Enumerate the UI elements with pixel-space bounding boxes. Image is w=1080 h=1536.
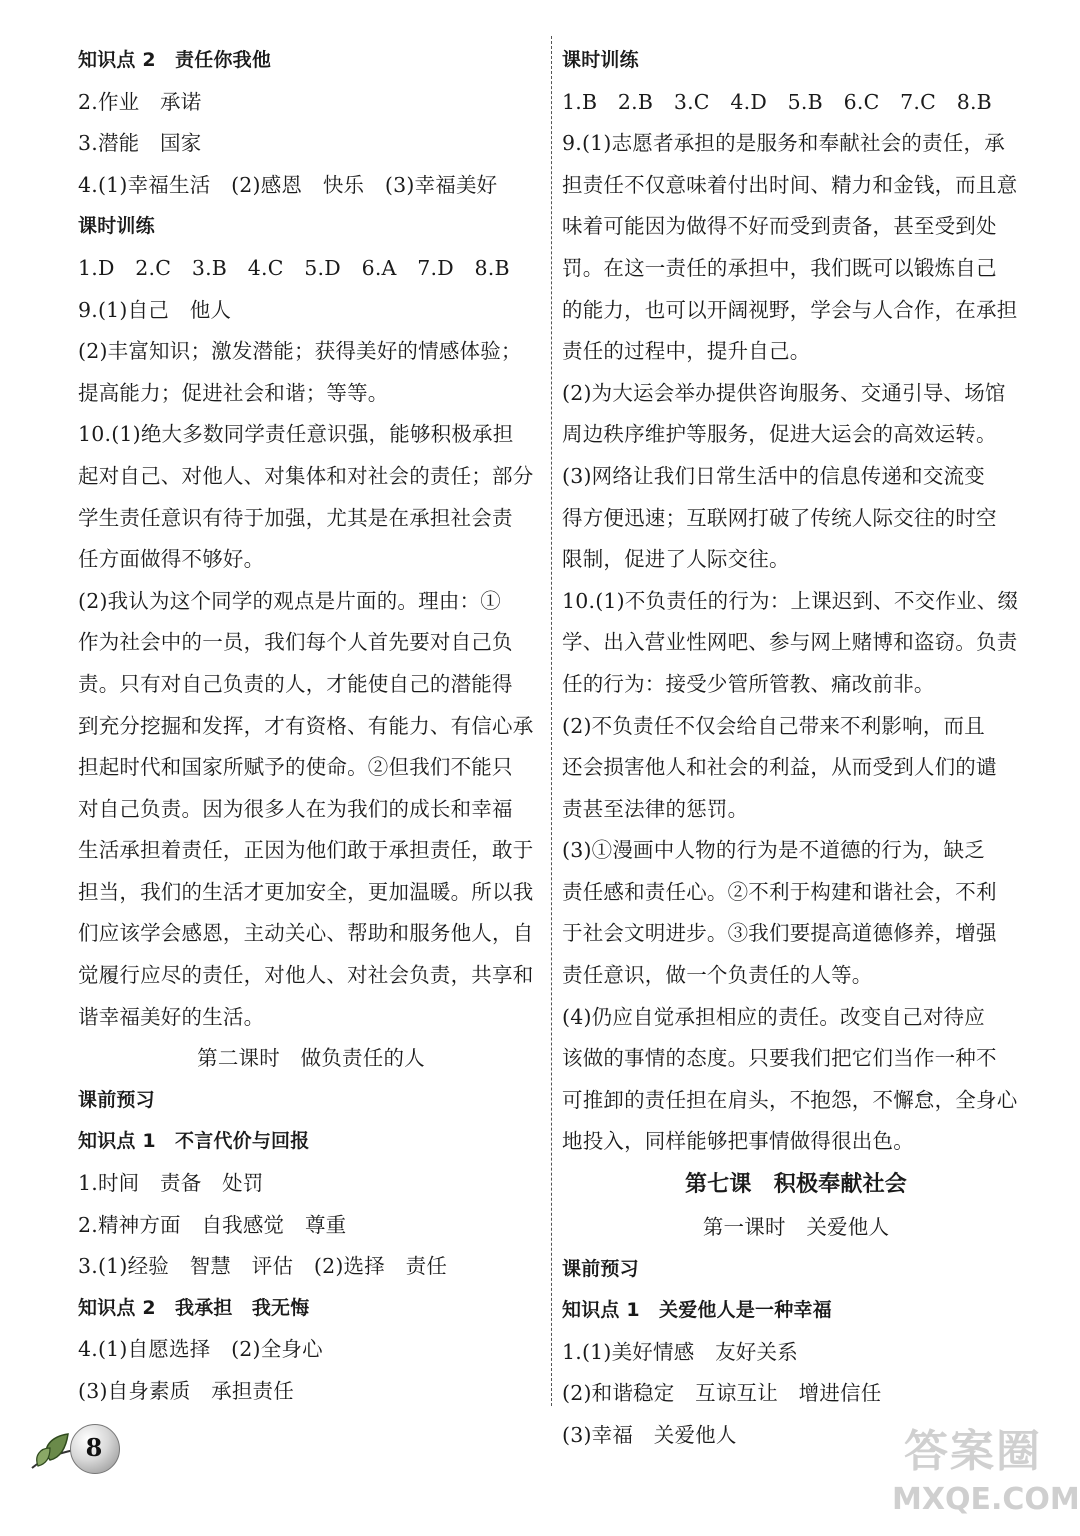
answer-line: 任方面做得不够好。	[78, 547, 265, 572]
page-number-badge	[30, 1420, 134, 1476]
answer-line: 1.B 2.B 3.C 4.D 5.B 6.C 7.C 8.B	[562, 89, 992, 114]
answer-line: 担当，我们的生活才更加安全，更加温暖。所以我	[78, 879, 534, 904]
answer-line: 学、出入营业性网吧、参与网上赌博和盗窃。负责	[562, 630, 1018, 655]
answer-line: 作为社会中的一员，我们每个人首先要对自己负	[78, 630, 513, 655]
left-column	[78, 40, 544, 1413]
answer-line: 任的行为：接受少管所管教、痛改前非。	[562, 671, 935, 696]
answer-line: (3)①漫画中人物的行为是不道德的行为，缺乏	[562, 838, 985, 863]
answer-line: 1.(1)美好情感 友好关系	[562, 1339, 798, 1364]
answer-line: 责任感和责任心。②不利于构建和谐社会，不利	[562, 879, 997, 904]
answer-line: (2)不负责任不仅会给自己带来不利影响，而且	[562, 713, 985, 738]
answer-line: 该做的事情的态度。只要我们把它们当作一种不	[562, 1046, 997, 1071]
answer-line: 还会损害他人和社会的利益，从而受到人们的谴	[562, 755, 997, 780]
answer-line: 2.精神方面 自我感觉 尊重	[78, 1212, 347, 1237]
lesson-title: 第七课 积极奉献社会	[684, 1172, 907, 1198]
answer-line: 得方便迅速；互联网打破了传统人际交往的时空	[562, 505, 997, 530]
answer-line: 4.(1)自愿选择 (2)全身心	[78, 1337, 323, 1362]
answer-line: 2.作业 承诺	[78, 89, 202, 114]
section-heading: 知识点 2 我承担 我无悔	[78, 1296, 310, 1319]
answer-line: 9.(1)自己 他人	[78, 297, 232, 322]
watermark	[892, 1424, 1080, 1532]
answer-line: 责。只有对自己负责的人，才能使自己的潜能得	[78, 671, 513, 696]
watermark-url: MXQE.COM	[892, 1482, 1080, 1517]
answer-line: 周边秩序维护等服务，促进大运会的高效运转。	[562, 422, 997, 447]
answer-line: 味着可能因为做得不好而受到责备，甚至受到处	[562, 214, 997, 239]
section-heading: 课时训练	[78, 215, 155, 238]
answer-line: 责甚至法律的惩罚。	[562, 796, 749, 821]
answer-line: 1.时间 责备 处罚	[78, 1171, 264, 1196]
answer-line: 限制，促进了人际交往。	[562, 547, 790, 572]
answer-line: 担起时代和国家所赋予的使命。②但我们不能只	[78, 755, 513, 780]
answer-line: 们应该学会感恩，主动关心、帮助和服务他人，自	[78, 921, 534, 946]
answer-line: 地投入，同样能够把事情做得很出色。	[562, 1129, 914, 1154]
answer-line: 于社会文明进步。③我们要提高道德修养，增强	[562, 921, 997, 946]
answer-line: 罚。在这一责任的承担中，我们既可以锻炼自己	[562, 255, 997, 280]
right-column	[562, 40, 1030, 1457]
answer-line: 生活承担着责任，正因为他们敢于承担责任，敢于	[78, 838, 534, 863]
answer-line: 责任意识，做一个负责任的人等。	[562, 963, 873, 988]
answer-line: (2)和谐稳定 互谅互让 增进信任	[562, 1381, 882, 1406]
section-heading: 知识点 1 不言代价与回报	[78, 1130, 310, 1153]
answer-line: (3)自身素质 承担责任	[78, 1379, 294, 1403]
answer-line: 10.(1)绝大多数同学责任意识强，能够积极承担	[78, 422, 514, 447]
answer-line: (2)我认为这个同学的观点是片面的。理由：①	[78, 588, 501, 613]
section-heading: 知识点 1 关爱他人是一种幸福	[562, 1299, 832, 1322]
answer-line: 责任的过程中，提升自己。	[562, 339, 811, 364]
answer-line: 4.(1)幸福生活 (2)感恩 快乐 (3)幸福美好	[78, 172, 498, 197]
answer-line: 到充分挖掘和发挥，才有资格、有能力、有信心承	[78, 713, 534, 738]
subsection-title: 第一课时 关爱他人	[702, 1215, 890, 1240]
answer-line: (2)丰富知识；激发潜能；获得美好的情感体验；	[78, 339, 522, 364]
answer-line: (2)为大运会举办提供咨询服务、交通引导、场馆	[562, 380, 1006, 405]
answer-line: 对自己负责。因为很多人在为我们的成长和幸福	[78, 796, 513, 821]
section-heading: 课时训练	[562, 49, 639, 71]
answer-line: 担责任不仅意味着付出时间、精力和金钱，而且意	[562, 172, 1018, 197]
answer-line: (4)仍应自觉承担相应的责任。改变自己对待应	[562, 1004, 985, 1029]
answer-line: 的能力，也可以开阔视野，学会与人合作，在承担	[562, 297, 1018, 322]
section-heading: 课前预习	[78, 1088, 155, 1111]
answer-line: 可推卸的责任担在肩头，不抱怨，不懈怠，全身心	[562, 1087, 1018, 1112]
answer-line: 3.潜能 国家	[78, 131, 202, 156]
page-number: 8	[85, 1433, 103, 1462]
column-divider	[551, 36, 552, 1406]
section-heading: 课前预习	[562, 1257, 639, 1280]
answer-line: 学生责任意识有待于加强，尤其是在承担社会责	[78, 505, 513, 530]
answer-line: 10.(1)不负责任的行为：上课迟到、不交作业、缀	[562, 588, 1019, 613]
answer-line: 1.D 2.C 3.B 4.C 5.D 6.A 7.D 8.B	[78, 255, 510, 280]
answer-line: 觉履行应尽的责任，对他人、对社会负责，共享和	[78, 963, 534, 988]
answer-line: (3)幸福 关爱他人	[562, 1423, 737, 1447]
answer-line: (3)网络让我们日常生活中的信息传递和交流变	[562, 463, 985, 488]
subsection-title: 第二课时 做负责任的人	[197, 1046, 425, 1071]
answer-line: 3.(1)经验 智慧 评估 (2)选择 责任	[78, 1254, 448, 1279]
section-heading: 知识点 2 责任你我他	[78, 49, 272, 71]
answer-line: 谐幸福美好的生活。	[78, 1004, 265, 1029]
answer-line: 起对自己、对他人、对集体和对社会的责任；部分	[78, 463, 534, 488]
answer-line: 9.(1)志愿者承担的是服务和奉献社会的责任，承	[562, 131, 1005, 156]
watermark-logo-text: 答案圈	[904, 1426, 1042, 1477]
answer-line: 提高能力；促进社会和谐；等等。	[78, 380, 389, 405]
